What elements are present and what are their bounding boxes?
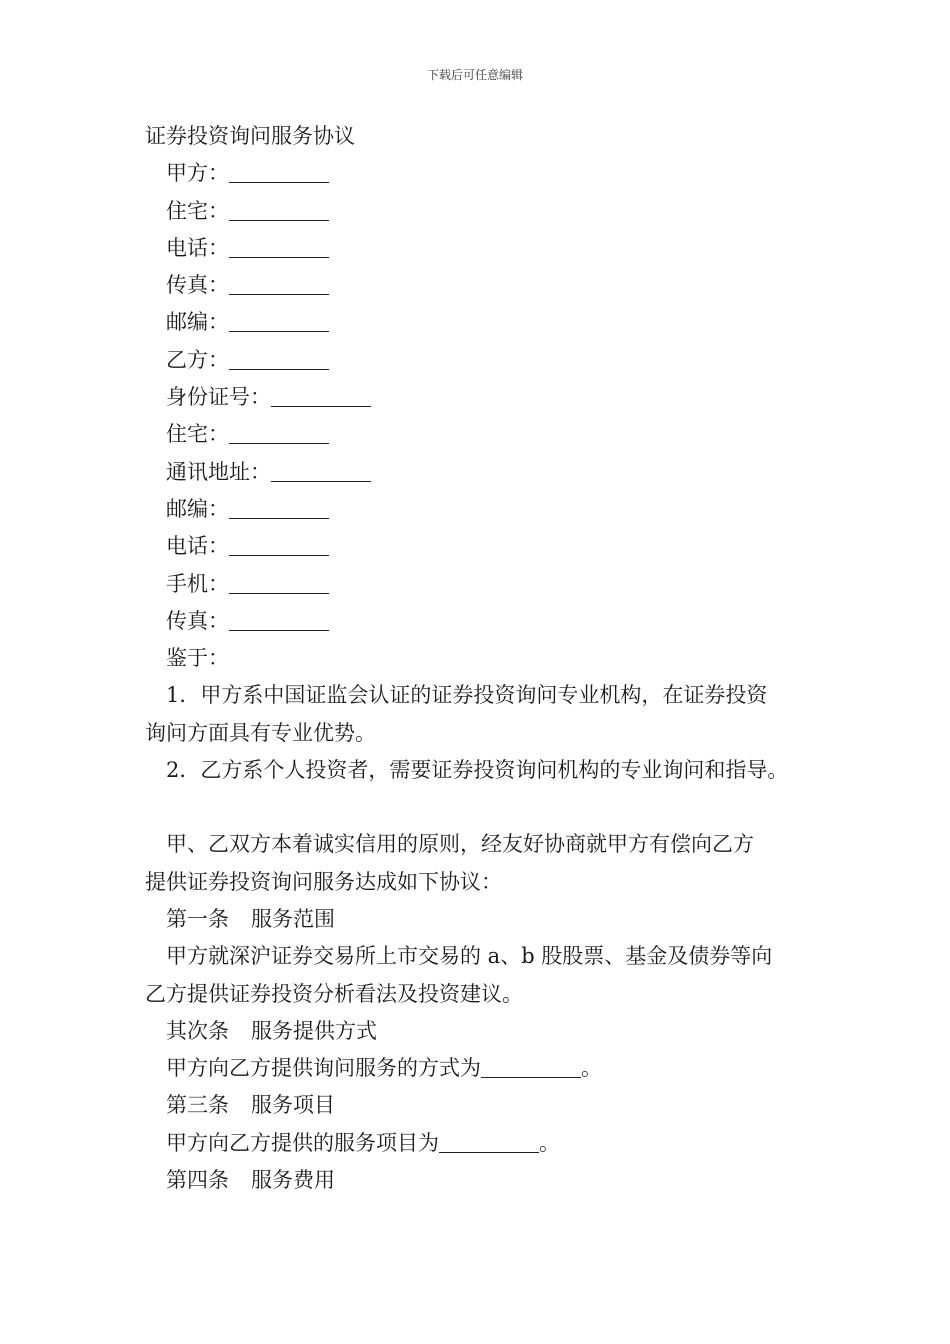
blank-line[interactable] (229, 162, 329, 183)
article-text-end: 。 (539, 1130, 560, 1155)
blank-line[interactable] (271, 386, 371, 407)
whereas-item-1-continued: 询问方面具有专业优势。 (145, 720, 376, 745)
field-label: 传真： (166, 273, 229, 298)
field-label: 甲方： (166, 161, 229, 186)
blank-line[interactable] (229, 311, 329, 332)
blank-line[interactable] (439, 1132, 539, 1153)
field-party-a-residence (145, 193, 825, 230)
field-label: 邮编： (166, 310, 229, 335)
field-label: 住宅： (166, 422, 229, 447)
whereas-item-1: 1．甲方系中国证监会认证的证券投资询问专业机构，在证券投资 (166, 683, 768, 708)
field-label: 身份证号： (166, 385, 271, 410)
article-number: 第四条 (166, 1168, 229, 1193)
whereas-label: 鉴于： (166, 646, 229, 671)
field-party-b-address (145, 454, 825, 491)
intro-paragraph: 甲、乙双方本着诚实信用的原则，经友好协商就甲方有偿向乙方 (166, 832, 754, 857)
article-number: 第一条 (166, 906, 229, 931)
article-1-text: 甲方就深沪证券交易所上市交易的 a、b 股股票、基金及债券等向 (166, 944, 773, 969)
field-party-a-fax (145, 267, 825, 304)
document-body (145, 118, 825, 1199)
article-title: 服务提供方式 (251, 1018, 377, 1043)
field-party-b-mobile (145, 566, 825, 603)
field-party-a-postcode (145, 304, 825, 341)
blank-line[interactable] (229, 349, 329, 370)
field-label: 住宅： (166, 198, 229, 223)
field-party-b-id-number (145, 379, 825, 416)
document-title: 证券投资询问服务协议 (145, 124, 355, 148)
field-party-b-phone (145, 528, 825, 565)
field-party-b-fax (145, 603, 825, 640)
article-2-text (145, 1050, 825, 1087)
blank-line[interactable] (229, 274, 329, 295)
blank-line[interactable] (229, 573, 329, 594)
blank-line[interactable] (229, 535, 329, 556)
blank-line[interactable] (481, 1057, 581, 1078)
blank-line[interactable] (271, 461, 371, 482)
intro-paragraph-continued: 提供证券投资询问服务达成如下协议： (145, 869, 502, 894)
field-party-b (145, 342, 825, 379)
article-title: 服务费用 (251, 1168, 335, 1193)
page-header-note: 下载后可任意编辑 (426, 68, 523, 82)
field-label: 电话： (166, 534, 229, 559)
blank-line[interactable] (229, 610, 329, 631)
field-label: 邮编： (166, 496, 229, 521)
blank-line[interactable] (229, 200, 329, 221)
blank-line[interactable] (229, 237, 329, 258)
article-text-end: 。 (581, 1056, 602, 1081)
field-label: 乙方： (166, 347, 229, 372)
article-title: 服务范围 (251, 906, 335, 931)
article-text: 甲方向乙方提供询问服务的方式为 (166, 1056, 481, 1081)
field-party-a-phone (145, 230, 825, 267)
article-text: 甲方向乙方提供的服务项目为 (166, 1130, 439, 1155)
paragraph-gap (145, 789, 825, 826)
article-title: 服务项目 (251, 1093, 335, 1118)
article-1-heading (145, 901, 825, 938)
article-1-text-continued: 乙方提供证券投资分析看法及投资建议。 (145, 981, 523, 1006)
article-number: 其次条 (166, 1018, 229, 1043)
field-label: 传真： (166, 608, 229, 633)
field-party-a (145, 155, 825, 192)
field-label: 电话： (166, 235, 229, 260)
whereas-item-2: 2．乙方系个人投资者，需要证券投资询问机构的专业询问和指导。 (166, 758, 789, 783)
article-3-text (145, 1125, 825, 1162)
blank-line[interactable] (229, 498, 329, 519)
article-2-heading (145, 1013, 825, 1050)
field-party-b-residence (145, 416, 825, 453)
article-3-heading (145, 1087, 825, 1124)
field-label: 手机： (166, 571, 229, 596)
article-number: 第三条 (166, 1093, 229, 1118)
field-label: 通讯地址： (166, 459, 271, 484)
field-party-b-postcode (145, 491, 825, 528)
article-4-heading (145, 1162, 825, 1199)
blank-line[interactable] (229, 423, 329, 444)
